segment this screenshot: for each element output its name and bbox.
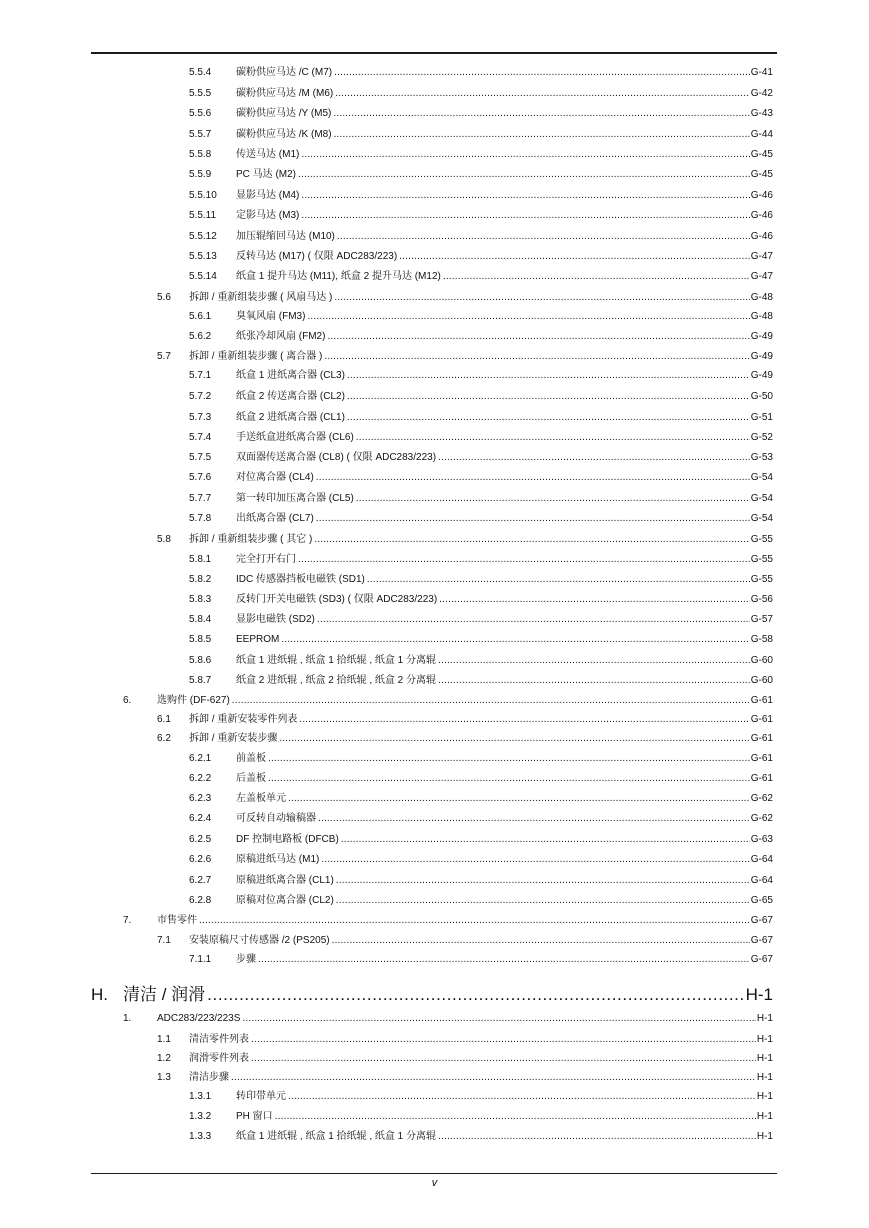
- toc-entry-page: G-54: [750, 513, 773, 524]
- toc-entry-title: EEPROM: [236, 634, 280, 645]
- toc-entry-number: 5.8.7: [189, 675, 212, 686]
- toc-dot-leader: [301, 148, 749, 161]
- toc-entry[interactable]: [189, 1130, 773, 1143]
- toc-dot-leader: [268, 752, 750, 765]
- toc-entry[interactable]: [189, 1090, 773, 1103]
- toc-entry-page: G-62: [750, 793, 773, 804]
- toc-dot-leader: [298, 553, 750, 566]
- toc-entry-page: H-1: [756, 1131, 773, 1142]
- toc-entry-number: 5.5.7: [189, 129, 212, 140]
- toc-entry[interactable]: [189, 633, 773, 646]
- toc-entry-number: 6.2.8: [189, 895, 212, 906]
- toc-dot-leader: [251, 1052, 756, 1065]
- toc-dot-leader: [301, 189, 749, 202]
- toc-entry-title: 纸盒 1 提升马达 (M11), 纸盒 2 提升马达 (M12): [236, 271, 441, 282]
- toc-entry-page: H-1: [756, 1034, 773, 1045]
- toc-entry-title: 安装原稿尺寸传感器 /2 (PS205): [189, 935, 330, 946]
- toc-entry[interactable]: [189, 492, 773, 505]
- toc-dot-leader: [341, 833, 750, 846]
- toc-entry-title: DF 控制电路板 (DFCB): [236, 834, 339, 845]
- toc-entry-number: 5.8.1: [189, 554, 212, 565]
- toc-dot-leader: [242, 1012, 755, 1025]
- toc-dot-leader: [333, 107, 749, 120]
- toc-dot-leader: [443, 270, 750, 283]
- toc-entry-number: 6.2.1: [189, 753, 212, 764]
- toc-entry[interactable]: [189, 953, 773, 966]
- toc-dot-leader: [321, 853, 749, 866]
- toc-dot-leader: [334, 66, 750, 79]
- toc-entry[interactable]: [189, 1110, 773, 1123]
- toc-entry-number: 7.1: [157, 935, 171, 946]
- toc-entry-title: 拆卸 / 重新组装步骤 ( 风扇马达 ): [189, 292, 333, 303]
- toc-entry[interactable]: [123, 694, 773, 707]
- toc-entry[interactable]: [189, 168, 773, 181]
- toc-entry-title: 清洁 / 润滑: [123, 985, 206, 1004]
- toc-dot-leader: [438, 1130, 756, 1143]
- toc-entry-number: 5.8.6: [189, 655, 212, 666]
- toc-dot-leader: [336, 894, 750, 907]
- toc-entry-number: 5.5.12: [189, 231, 217, 242]
- toc-dot-leader: [334, 128, 750, 141]
- toc-dot-leader: [316, 512, 750, 525]
- toc-entry[interactable]: [189, 87, 773, 100]
- footer-rule: [91, 1173, 777, 1174]
- toc-dot-leader: [316, 471, 750, 484]
- toc-entry-page: G-61: [750, 753, 773, 764]
- toc-entry-number: 1.1: [157, 1034, 171, 1045]
- toc-entry-title: 第一转印加压离合器 (CL5): [236, 493, 354, 504]
- toc-entry-number: 5.5.4: [189, 67, 212, 78]
- toc-entry-page: G-45: [750, 149, 773, 160]
- toc-entry-page: G-55: [750, 534, 773, 545]
- toc-entry-title: 原稿进纸离合器 (CL1): [236, 875, 334, 886]
- toc-dot-leader: [207, 984, 744, 1006]
- toc-entry-title: ADC283/223/223S: [157, 1013, 241, 1024]
- toc-entry-page: H-1: [756, 1053, 773, 1064]
- toc-dot-leader: [268, 772, 750, 785]
- toc-dot-leader: [317, 613, 750, 626]
- toc-entry-number: 5.8.5: [189, 634, 212, 645]
- toc-entry-page: G-47: [750, 251, 773, 262]
- toc-dot-leader: [275, 1110, 756, 1123]
- toc-dot-leader: [439, 593, 750, 606]
- toc-entry-page: G-46: [750, 231, 773, 242]
- toc-entry-number: 5.7.2: [189, 391, 212, 402]
- toc-dot-leader: [288, 1090, 756, 1103]
- toc-entry-title: 纸盒 2 进纸辊 , 纸盒 2 拾纸辊 , 纸盒 2 分离辊: [236, 675, 437, 686]
- toc-entry-title: 选购件 (DF-627): [157, 695, 230, 706]
- toc-entry[interactable]: [189, 792, 773, 805]
- toc-entry-title: 纸盒 1 进纸离合器 (CL3): [236, 370, 345, 381]
- toc-entry-page: G-48: [750, 292, 773, 303]
- toc-entry-number: 6.2.6: [189, 854, 212, 865]
- toc-entry-title: 定影马达 (M3): [236, 210, 300, 221]
- toc-entry-page: G-55: [750, 574, 773, 585]
- toc-entry[interactable]: [189, 894, 773, 907]
- toc-entry-title: 碳粉供应马达 /M (M6): [236, 88, 334, 99]
- toc-entry-number: 1.3: [157, 1072, 171, 1083]
- toc-entry-number: 1.3.3: [189, 1131, 212, 1142]
- toc-entry-number: 5.7.8: [189, 513, 212, 524]
- toc-entry-title: 转印带单元: [236, 1091, 286, 1102]
- toc-dot-leader: [251, 1033, 756, 1046]
- toc-entry-page: G-61: [750, 714, 773, 725]
- toc-entry-page: G-67: [750, 915, 773, 926]
- toc-entry-number: 6.: [123, 695, 132, 706]
- toc-entry-title: 完全打开右门: [236, 554, 296, 565]
- toc-entry-page: G-49: [750, 351, 773, 362]
- toc-entry-title: 后盖板: [236, 773, 266, 784]
- toc-dot-leader: [258, 953, 750, 966]
- toc-entry-page: G-42: [750, 88, 773, 99]
- toc-entry-title: 臭氧风扇 (FM3): [236, 311, 306, 322]
- toc-entry-number: 5.7.7: [189, 493, 212, 504]
- toc-dot-leader: [399, 250, 750, 263]
- toc-entry-number: 7.: [123, 915, 132, 926]
- toc-entry[interactable]: [189, 330, 773, 343]
- toc-dot-leader: [336, 874, 750, 887]
- toc-entry-title: IDC 传感器挡板电磁铁 (SD1): [236, 574, 365, 585]
- toc-dot-leader: [356, 492, 750, 505]
- toc-entry-page: H-1: [756, 1091, 773, 1102]
- toc-entry-title: 对位离合器 (CL4): [236, 472, 314, 483]
- toc-entry-title: 市售零件: [157, 915, 197, 926]
- toc-dot-leader: [335, 87, 750, 100]
- toc-entry[interactable]: [189, 148, 773, 161]
- toc-entry[interactable]: [189, 654, 773, 667]
- toc-entry[interactable]: [189, 270, 773, 283]
- toc-dot-leader: [318, 812, 750, 825]
- toc-entry-page: G-63: [750, 834, 773, 845]
- toc-chapter-heading[interactable]: [91, 984, 773, 1006]
- toc-entry-title: 纸盒 2 传送离合器 (CL2): [236, 391, 345, 402]
- toc-dot-leader: [347, 390, 750, 403]
- toc-entry[interactable]: [189, 853, 773, 866]
- toc-entry[interactable]: [189, 66, 773, 79]
- toc-entry-title: 拆卸 / 重新安装零件列表: [189, 714, 298, 725]
- toc-dot-leader: [347, 369, 750, 382]
- toc-entry-number: 5.7.5: [189, 452, 212, 463]
- toc-entry-number: 5.8.2: [189, 574, 212, 585]
- toc-entry-title: 反转门开关电磁铁 (SD3) ( 仅限 ADC283/223): [236, 594, 438, 605]
- toc-entry-number: H.: [91, 985, 108, 1004]
- toc-entry-page: G-46: [750, 190, 773, 201]
- toc-entry[interactable]: [189, 310, 773, 323]
- toc-entry-title: 前盖板: [236, 753, 266, 764]
- toc-entry[interactable]: [189, 451, 773, 464]
- toc-entry-title: 反转马达 (M17) ( 仅限 ADC283/223): [236, 251, 398, 262]
- toc-dot-leader: [337, 230, 750, 243]
- toc-entry-number: 5.6: [157, 292, 171, 303]
- toc-entry-title: 纸张冷却风扇 (FM2): [236, 331, 326, 342]
- toc-entry-page: G-50: [750, 391, 773, 402]
- toc-entry[interactable]: [189, 674, 773, 687]
- toc-entry-number: 5.5.9: [189, 169, 212, 180]
- toc-entry[interactable]: [157, 350, 773, 363]
- toc-entry-number: 5.5.14: [189, 271, 217, 282]
- toc-dot-leader: [301, 209, 749, 222]
- toc-entry-title: 原稿对位离合器 (CL2): [236, 895, 334, 906]
- toc-entry-title: 纸盒 2 进纸离合器 (CL1): [236, 412, 345, 423]
- toc-entry[interactable]: [189, 250, 773, 263]
- toc-entry[interactable]: [189, 471, 773, 484]
- toc-entry-number: 1.3.2: [189, 1111, 212, 1122]
- page-number: v: [431, 1177, 438, 1189]
- toc-entry[interactable]: [123, 914, 773, 927]
- toc-entry-page: G-49: [750, 370, 773, 381]
- toc-entry[interactable]: [157, 1033, 773, 1046]
- toc-dot-leader: [438, 451, 750, 464]
- toc-entry-title: 传送马达 (M1): [236, 149, 300, 160]
- toc-dot-leader: [324, 350, 749, 363]
- toc-entry-title: 手送纸盒进纸离合器 (CL6): [236, 432, 354, 443]
- toc-entry-title: 出纸离合器 (CL7): [236, 513, 314, 524]
- toc-entry-page: G-62: [750, 813, 773, 824]
- toc-entry-number: 5.7.3: [189, 412, 212, 423]
- toc-entry-number: 5.5.6: [189, 108, 212, 119]
- toc-entry-page: G-48: [750, 311, 773, 322]
- toc-entry[interactable]: [189, 189, 773, 202]
- toc-entry-number: 6.1: [157, 714, 171, 725]
- toc-entry-page: G-47: [750, 271, 773, 282]
- toc-entry-page: G-49: [750, 331, 773, 342]
- toc-entry-number: 5.6.2: [189, 331, 212, 342]
- toc-entry-title: 双面器传送离合器 (CL8) ( 仅限 ADC283/223): [236, 452, 437, 463]
- toc-entry[interactable]: [189, 128, 773, 141]
- toc-entry-title: 清洁步骤: [189, 1072, 229, 1083]
- toc-dot-leader: [334, 291, 749, 304]
- toc-entry[interactable]: [157, 1052, 773, 1065]
- toc-entry-page: H-1: [756, 1111, 773, 1122]
- toc-entry[interactable]: [123, 1012, 773, 1025]
- toc-entry-page: G-57: [750, 614, 773, 625]
- toc-dot-leader: [332, 934, 750, 947]
- toc-entry-number: 1.: [123, 1013, 132, 1024]
- toc-entry-page: G-58: [750, 634, 773, 645]
- toc-entry[interactable]: [189, 613, 773, 626]
- toc-entry-title: 清洁零件列表: [189, 1034, 249, 1045]
- toc-entry[interactable]: [157, 1071, 773, 1084]
- toc-entry-title: 步骤: [236, 954, 256, 965]
- toc-entry-title: 纸盒 1 进纸辊 , 纸盒 1 拾纸辊 , 纸盒 1 分离辊: [236, 655, 437, 666]
- toc-entry-page: H-1: [756, 1013, 773, 1024]
- toc-entry[interactable]: [189, 390, 773, 403]
- toc-dot-leader: [232, 694, 750, 707]
- toc-dot-leader: [438, 674, 750, 687]
- toc-entry[interactable]: [189, 812, 773, 825]
- toc-dot-leader: [356, 431, 750, 444]
- toc-entry-page: G-61: [750, 695, 773, 706]
- toc-entry-number: 5.5.8: [189, 149, 212, 160]
- toc-dot-leader: [288, 792, 750, 805]
- toc-entry-number: 5.8: [157, 534, 171, 545]
- toc-entry[interactable]: [189, 593, 773, 606]
- toc-entry-page: H-1: [745, 985, 773, 1004]
- toc-entry-number: 7.1.1: [189, 954, 212, 965]
- toc-entry-page: G-51: [750, 412, 773, 423]
- toc-dot-leader: [231, 1071, 756, 1084]
- toc-entry-number: 5.7.4: [189, 432, 212, 443]
- toc-entry[interactable]: [189, 107, 773, 120]
- toc-entry-page: H-1: [756, 1072, 773, 1083]
- toc-entry-number: 6.2.2: [189, 773, 212, 784]
- toc-entry-number: 5.7.6: [189, 472, 212, 483]
- toc-entry-title: 碳粉供应马达 /K (M8): [236, 129, 332, 140]
- toc-entry-title: 可反转自动输稿器: [236, 813, 316, 824]
- toc-entry-page: G-52: [750, 432, 773, 443]
- toc-dot-leader: [438, 654, 750, 667]
- toc-entry-title: 碳粉供应马达 /Y (M5): [236, 108, 332, 119]
- toc-entry-page: G-67: [750, 935, 773, 946]
- toc-entry-number: 1.2: [157, 1053, 171, 1064]
- toc-entry[interactable]: [157, 291, 773, 304]
- toc-entry-page: G-61: [750, 773, 773, 784]
- toc-entry[interactable]: [189, 553, 773, 566]
- toc-entry-title: 纸盒 1 进纸辊 , 纸盒 1 拾纸辊 , 纸盒 1 分离辊: [236, 1131, 437, 1142]
- toc-dot-leader: [314, 533, 749, 546]
- toc-dot-leader: [307, 310, 749, 323]
- toc-entry-title: 原稿进纸马达 (M1): [236, 854, 320, 865]
- toc-entry-title: PH 窗口: [236, 1111, 273, 1122]
- toc-entry-title: 拆卸 / 重新安装步骤: [189, 733, 278, 744]
- toc-entry-page: G-64: [750, 875, 773, 886]
- toc-entry[interactable]: [189, 369, 773, 382]
- toc-entry-title: 润滑零件列表: [189, 1053, 249, 1064]
- toc-entry-title: 碳粉供应马达 /C (M7): [236, 67, 333, 78]
- toc-entry[interactable]: [157, 533, 773, 546]
- toc-entry-page: G-67: [750, 954, 773, 965]
- toc-entry[interactable]: [189, 833, 773, 846]
- toc-dot-leader: [298, 168, 750, 181]
- toc-entry-number: 5.5.11: [189, 210, 217, 221]
- toc-entry-number: 5.7.1: [189, 370, 212, 381]
- toc-entry-number: 6.2.5: [189, 834, 212, 845]
- toc-entry[interactable]: [189, 874, 773, 887]
- toc-entry-title: 显影马达 (M4): [236, 190, 300, 201]
- toc-entry-title: 拆卸 / 重新组装步骤 ( 离合器 ): [189, 351, 323, 362]
- toc-entry-number: 6.2.3: [189, 793, 212, 804]
- toc-entry-page: G-43: [750, 108, 773, 119]
- toc-entry-page: G-55: [750, 554, 773, 565]
- toc-entry-number: 6.2: [157, 733, 171, 744]
- toc-entry-page: G-56: [750, 594, 773, 605]
- toc-entry[interactable]: [189, 431, 773, 444]
- toc-entry-page: G-60: [750, 675, 773, 686]
- toc-entry-number: 5.7: [157, 351, 171, 362]
- toc-entry[interactable]: [189, 512, 773, 525]
- toc-entry-page: G-65: [750, 895, 773, 906]
- toc-entry-number: 5.5.13: [189, 251, 217, 262]
- toc-entry-number: 5.8.4: [189, 614, 212, 625]
- toc-entry-page: G-53: [750, 452, 773, 463]
- toc-entry-title: 加压辊缩回马达 (M10): [236, 231, 335, 242]
- toc-dot-leader: [347, 411, 750, 424]
- toc-dot-leader: [367, 573, 750, 586]
- toc-entry-title: 显影电磁铁 (SD2): [236, 614, 315, 625]
- toc-entry-page: G-44: [750, 129, 773, 140]
- toc-entry[interactable]: [157, 934, 773, 947]
- toc-entry[interactable]: [189, 209, 773, 222]
- toc-entry-page: G-64: [750, 854, 773, 865]
- toc-entry-title: 左盖板单元: [236, 793, 286, 804]
- toc-entry-page: G-61: [750, 733, 773, 744]
- toc-dot-leader: [327, 330, 749, 343]
- toc-entry-page: G-46: [750, 210, 773, 221]
- toc-dot-leader: [279, 732, 749, 745]
- toc-entry-title: PC 马达 (M2): [236, 169, 296, 180]
- toc-entry[interactable]: [189, 230, 773, 243]
- toc-entry-number: 1.3.1: [189, 1091, 212, 1102]
- toc-entry[interactable]: [189, 752, 773, 765]
- toc-entry-number: 5.5.10: [189, 190, 217, 201]
- toc-entry-number: 5.6.1: [189, 311, 212, 322]
- toc-entry-number: 6.2.4: [189, 813, 212, 824]
- toc-entry[interactable]: [189, 411, 773, 424]
- toc-entry-page: G-45: [750, 169, 773, 180]
- toc-entry-page: G-60: [750, 655, 773, 666]
- toc-entry-page: G-41: [750, 67, 773, 78]
- toc-dot-leader: [199, 914, 750, 927]
- toc-entry[interactable]: [189, 772, 773, 785]
- toc-dot-leader: [281, 633, 749, 646]
- toc-entry[interactable]: [157, 732, 773, 745]
- toc-entry-number: 5.8.3: [189, 594, 212, 605]
- toc-entry-number: 6.2.7: [189, 875, 212, 886]
- toc-entry-page: G-54: [750, 472, 773, 483]
- toc-entry-number: 5.5.5: [189, 88, 212, 99]
- toc-entry[interactable]: [157, 713, 773, 726]
- toc-entry-page: G-54: [750, 493, 773, 504]
- toc-dot-leader: [299, 713, 749, 726]
- toc-entry[interactable]: [189, 573, 773, 586]
- toc-entry-title: 拆卸 / 重新组装步骤 ( 其它 ): [189, 534, 313, 545]
